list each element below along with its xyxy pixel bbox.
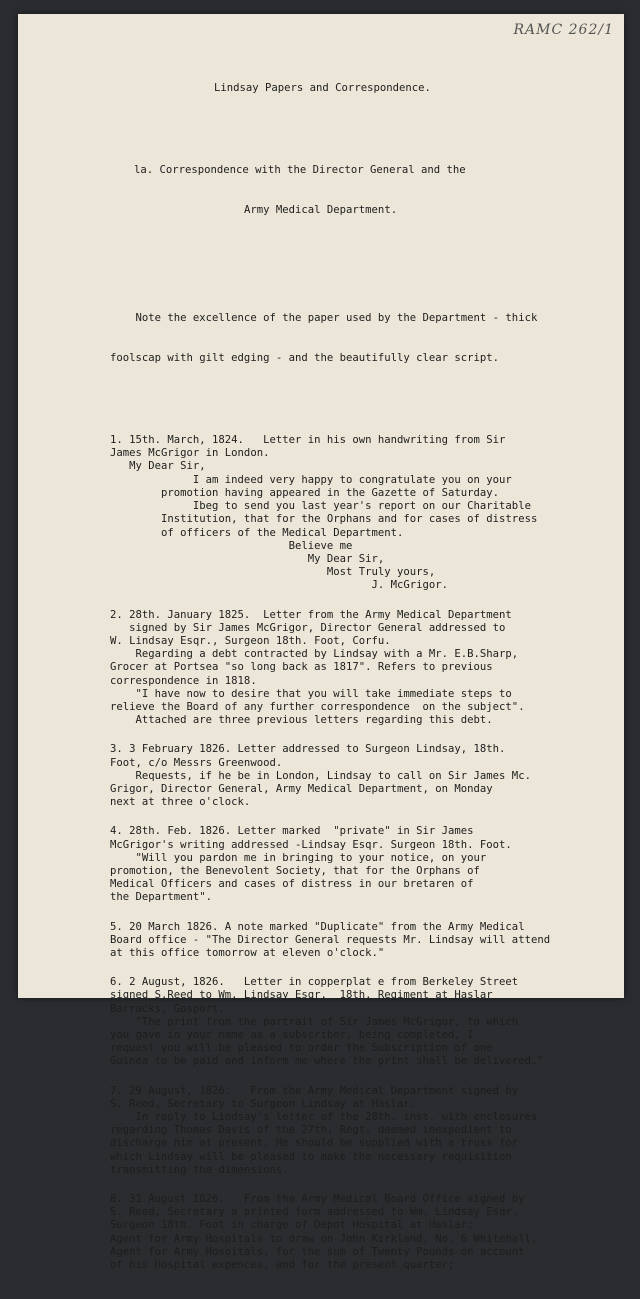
entry-line: Believe me [110, 539, 353, 552]
entry-line: "I have now to desire that you will take immediate steps to [110, 687, 512, 700]
entry-line: 2. 28th. January 1825. Letter from the Army Medical Department [110, 608, 512, 621]
entry-line: In reply to Lindsay's letter of the 28th. inst. with enclosures [110, 1111, 538, 1124]
entry-line: Barracks, Gosport. [110, 1002, 225, 1015]
entry-line: Attached are three previous letters regarding this debt. [110, 714, 493, 727]
note-line: Note the excellence of the paper used by the Department - thick [110, 312, 538, 325]
entry-line: 7. 29 August, 1826. From the Army Medical Department signed by [110, 1084, 519, 1097]
entry-7 [110, 1085, 590, 1177]
entry-line: Requests, if he be in London, Lindsay to call on Sir James Mc. [110, 769, 531, 782]
entries-list [110, 418, 590, 1272]
note-paragraph [110, 286, 590, 392]
entry-line: Surgeon 18th. Foot in charge of Depot Hospital at Haslar: [110, 1219, 474, 1232]
entry-line: Regarding a debt contracted by Lindsay with a Mr. E.B.Sharp, [110, 648, 519, 661]
section-heading: la. Correspondence with the Director General and the [134, 164, 466, 177]
document-text [110, 56, 590, 1299]
entry-line: J. McGrigor. [110, 579, 449, 592]
entry-line: Most Truly yours, [110, 566, 436, 579]
entry-line: W. Lindsay Esqr., Surgeon 18th. Foot, Corfu. [110, 634, 391, 647]
entry-5 [110, 921, 590, 961]
entry-line: Guinea to be paid and inform me where the print shall be delivered." [110, 1055, 544, 1068]
entry-line: Medical Officers and cases of distress in our bretaren of [110, 878, 474, 891]
entry-line: My Dear Sir, [110, 460, 206, 473]
entry-3 [110, 743, 590, 809]
entry-line: 3. 3 February 1826. Letter addressed to Surgeon Lindsay, 18th. [110, 743, 506, 756]
entry-line: S. Reed, Secretary to Surgeon Lindsay at Haslar. [110, 1097, 417, 1110]
entry-line: Grocer at Portsea "so long back as 1817". Refers to previous [110, 661, 493, 674]
note-line: foolscap with gilt edging - and the beautifully clear script. [110, 352, 500, 365]
entry-line: Institution, that for the Orphans and for cases of distress [110, 513, 538, 526]
entry-8 [110, 1193, 590, 1272]
entry-2 [110, 609, 590, 728]
archive-reference-mark: RAMC 262/1 [513, 22, 614, 38]
entry-line: you gave in your name as a subscriber, being completed, I [110, 1029, 474, 1041]
entry-line: correspondence in 1818. [110, 674, 257, 687]
entry-line: "The print from the portrait of Sir James McGrigor, to which [110, 1015, 519, 1028]
entry-line: Foot, c/o Messrs Greenwood. [110, 756, 283, 769]
entry-line: Board office - "The Director General requests Mr. Lindsay will attend [110, 933, 551, 946]
entry-line: Grigor, Director General, Army Medical Department, on Monday [110, 782, 493, 795]
entry-line: regarding Thomas Davis of the 27th, Regt. deemed inexpedient to [110, 1124, 512, 1137]
entry-line: next at three o'clock. [110, 796, 251, 809]
entry-line: promotion, the Benevolent Society, that for the Orphans of [110, 864, 480, 877]
entry-line: of his Hospital expences, and for the present quarter; [110, 1259, 455, 1272]
entry-line: James McGrigor in London. [110, 447, 270, 460]
entry-line: 8. 31 August 1826. From the Army Medical Board Office signed by [110, 1193, 525, 1206]
entry-line: 4. 28th. Feb. 1826. Letter marked "private" in Sir James [110, 825, 474, 838]
entry-line: relieve the Board of any further correspondence on the subject". [110, 700, 525, 713]
entry-line: S. Reed, Secretary a printed form addressed to Wm. Lindsay Esqr. [110, 1206, 519, 1219]
entry-line: signed S.Reed to Wm. Lindsay Esqr. 18th. Regiment at Haslar [110, 989, 493, 1002]
entry-line: I am indeed very happy to congratulate you on your [110, 473, 512, 486]
entry-line: which Lindsay will be pleased to make the necessary requisition [110, 1150, 512, 1163]
entry-line: McGrigor's writing addressed -Lindsay Esqr. Surgeon 18th. Foot. [110, 838, 512, 851]
entry-line: of officers of the Medical Department. [110, 526, 404, 539]
entry-line: 6. 2 August, 1826. Letter in copperplat e from Berkeley Street [110, 976, 519, 989]
entry-line: request you will be pleased to order the Subscription of one [110, 1042, 493, 1055]
entry-line: at this office tomorrow at eleven o'clock." [110, 946, 385, 959]
entry-line: Agent for Army Hospitals to draw on John Kirkland, No. 6 Whitehall, [110, 1232, 538, 1245]
entry-line: 1. 15th. March, 1824. Letter in his own handwriting from Sir [110, 434, 506, 447]
entry-line: My Dear Sir, [110, 552, 385, 565]
entry-line: Agent for Army Hospitals, for the sum of Twenty Pounds on account [110, 1245, 525, 1258]
entry-line: signed by Sir James McGrigor, Director General addressed to [110, 621, 506, 634]
document-page [18, 14, 624, 1272]
entry-line: transmitting the dimensions. [110, 1163, 289, 1176]
entry-line: "Will you pardon me in bringing to your notice, on your [110, 851, 487, 864]
entry-6 [110, 976, 590, 1068]
entry-line: promotion having appeared in the Gazette of Saturday. [110, 486, 500, 499]
document-title: Lindsay Papers and Correspondence. [214, 82, 431, 95]
entry-line: 5. 20 March 1826. A note marked "Duplicate" from the Army Medical [110, 920, 525, 933]
entry-line: the Department". [110, 891, 213, 904]
entry-4 [110, 825, 590, 904]
entry-1 [110, 434, 590, 592]
section-heading-line-2: Army Medical Department. [244, 204, 398, 217]
entry-line: Ibeg to send you last year's report on our Charitable [110, 500, 531, 513]
entry-line: discharge him at present. He should be supplied with a truss for [110, 1137, 519, 1150]
